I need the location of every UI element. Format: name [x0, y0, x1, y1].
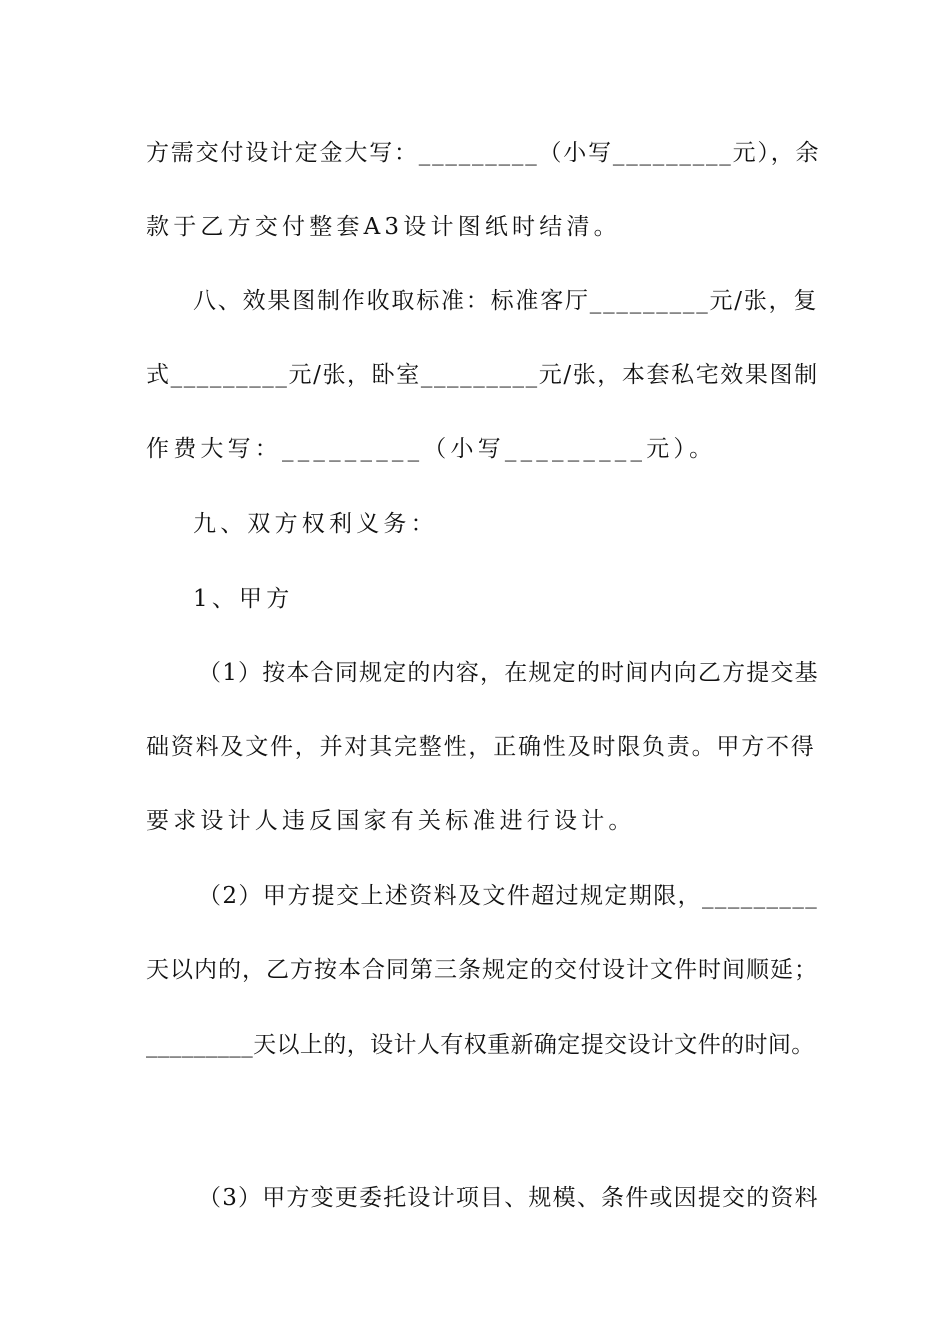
clause-3: （3）甲方变更委托设计项目、规模、条件或因提交的资料	[198, 1185, 819, 1211]
text-line: 款于乙方交付整套A3设计图纸时结清。	[146, 214, 621, 240]
text-line: 天以内的，乙方按本合同第三条规定的交付设计文件时间顺延；	[146, 957, 818, 983]
text-line: 要求设计人违反国家有关标准进行设计。	[146, 808, 636, 834]
text-line: 式_________元/张，卧室_________元/张，本套私宅效果图制	[146, 362, 819, 388]
subsection-heading-party-a: 1、甲方	[193, 586, 294, 612]
clause-1: （1）按本合同规定的内容，在规定的时间内向乙方提交基	[198, 660, 819, 686]
section-heading-eight: 八、效果图制作收取标准：标准客厅_________元/张，复	[193, 288, 819, 314]
section-heading-nine: 九、双方权利义务：	[193, 511, 438, 537]
text-line: 作费大写：_________（小写_________元）。	[146, 436, 717, 462]
text-line: 方需交付设计定金大写：_________（小写_________元），余	[146, 140, 821, 166]
text-line: _________天以上的，设计人有权重新确定提交设计文件的时间。	[146, 1032, 815, 1058]
text-line: 础资料及文件，并对其完整性，正确性及时限负责。甲方不得	[146, 734, 816, 760]
clause-2: （2）甲方提交上述资料及文件超过规定期限，_________	[198, 883, 819, 909]
